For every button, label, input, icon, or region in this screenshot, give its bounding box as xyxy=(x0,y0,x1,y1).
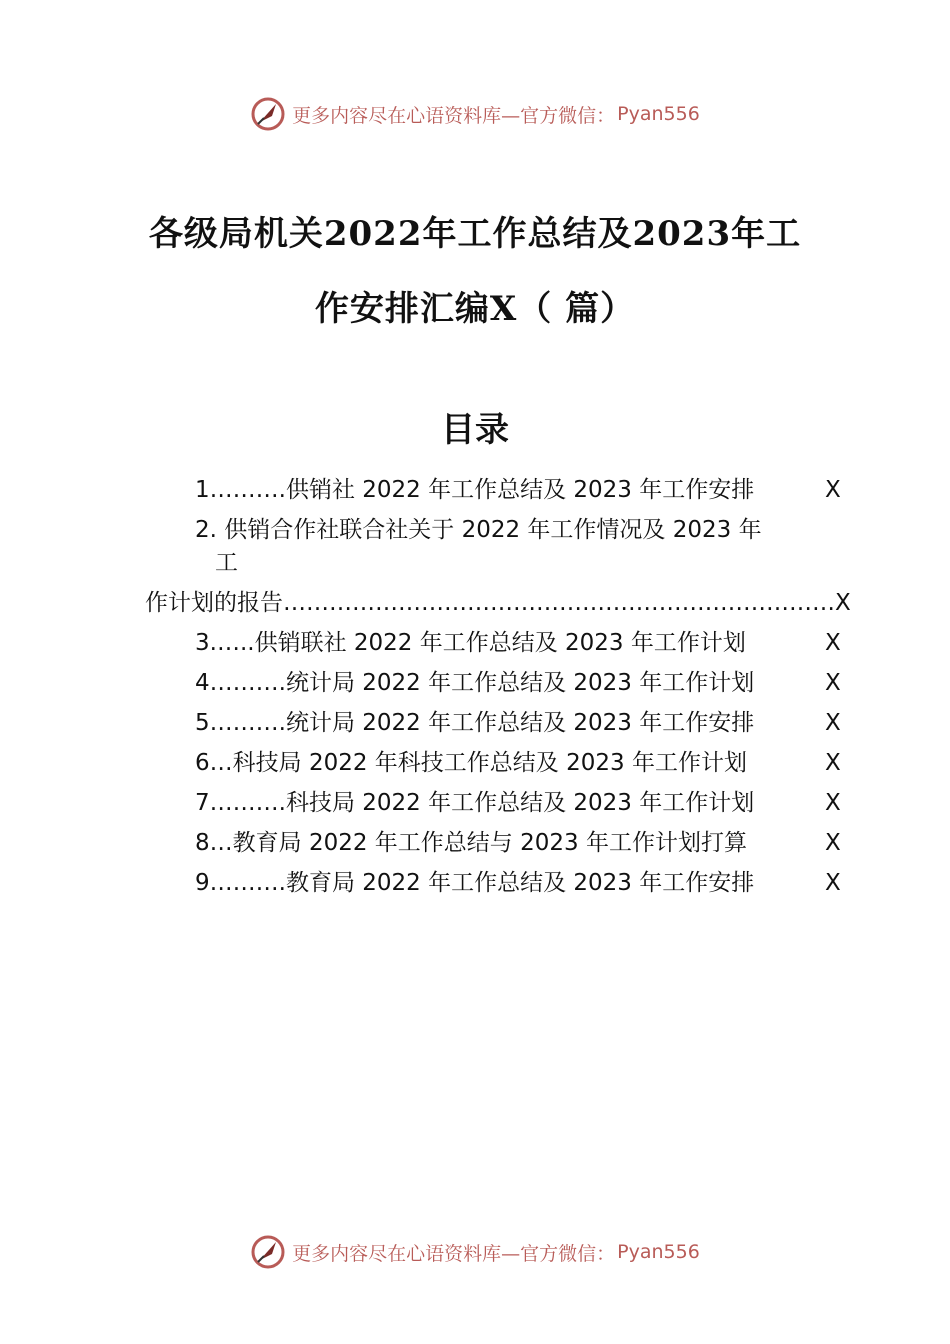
toc-item-page: X xyxy=(835,590,851,616)
toc-item-6[interactable] xyxy=(195,748,841,778)
toc-item-page: X xyxy=(825,750,841,776)
toc-item-page: X xyxy=(825,710,841,736)
footer-banner xyxy=(0,1232,950,1272)
toc-item-page: X xyxy=(825,477,841,503)
toc-item-text: 1……….供销社 2022 年工作总结及 2023 年工作安排 xyxy=(195,477,755,503)
toc-item-page: X xyxy=(825,670,841,696)
toc-item-2[interactable] xyxy=(195,515,762,545)
toc-heading: 目录 xyxy=(441,410,509,450)
toc-item-page: X xyxy=(825,630,841,656)
toc-item-text: 9……….教育局 2022 年工作总结及 2023 年工作安排 xyxy=(195,870,755,896)
toc-item-7[interactable] xyxy=(195,788,841,818)
toc-item-5[interactable] xyxy=(195,708,841,738)
toc-item-page: X xyxy=(825,790,841,816)
toc-item-1[interactable] xyxy=(195,475,841,505)
toc-item-text: 6…科技局 2022 年科技工作总结及 2023 年工作计划 xyxy=(195,750,747,776)
toc-item-4[interactable] xyxy=(195,668,841,698)
toc-item-text: 2. 供销合作社联合社关于 2022 年工作情况及 2023 年 xyxy=(195,517,762,543)
document-title-line-1: 各级局机关2022年工作总结及2023年工 xyxy=(148,214,802,254)
toc-item-text: 5……….统计局 2022 年工作总结及 2023 年工作安排 xyxy=(195,710,755,736)
banner-wechat-id: Pyan556 xyxy=(617,1241,700,1263)
toc-item-text: 7……….科技局 2022 年工作总结及 2023 年工作计划 xyxy=(195,790,755,816)
toc-item-text: 3.…..供销联社 2022 年工作总结及 2023 年工作计划 xyxy=(195,630,746,656)
toc-item-page: X xyxy=(825,870,841,896)
document-title-line-2: 作安排汇编X（ 篇） xyxy=(314,289,636,329)
banner-text: 更多内容尽在心语资料库—官方微信： xyxy=(292,104,616,127)
toc-item-2-continuation[interactable] xyxy=(145,588,851,618)
toc-item-2-wrap: 工 xyxy=(215,550,238,576)
toc-item-text: 作计划的报告……………………………………………………………… xyxy=(145,590,835,616)
toc-item-8[interactable] xyxy=(195,828,841,858)
banner-wechat-id: Pyan556 xyxy=(617,103,700,125)
header-banner xyxy=(0,94,950,134)
toc-item-text: 4……….统计局 2022 年工作总结及 2023 年工作计划 xyxy=(195,670,755,696)
quill-logo-icon xyxy=(250,96,286,132)
banner-text: 更多内容尽在心语资料库—官方微信： xyxy=(292,1242,616,1265)
quill-logo-icon xyxy=(250,1234,286,1270)
toc-item-text: 8…教育局 2022 年工作总结与 2023 年工作计划打算 xyxy=(195,830,747,856)
toc-item-9[interactable] xyxy=(195,868,841,898)
toc-item-3[interactable] xyxy=(195,628,841,658)
toc-item-page: X xyxy=(825,830,841,856)
